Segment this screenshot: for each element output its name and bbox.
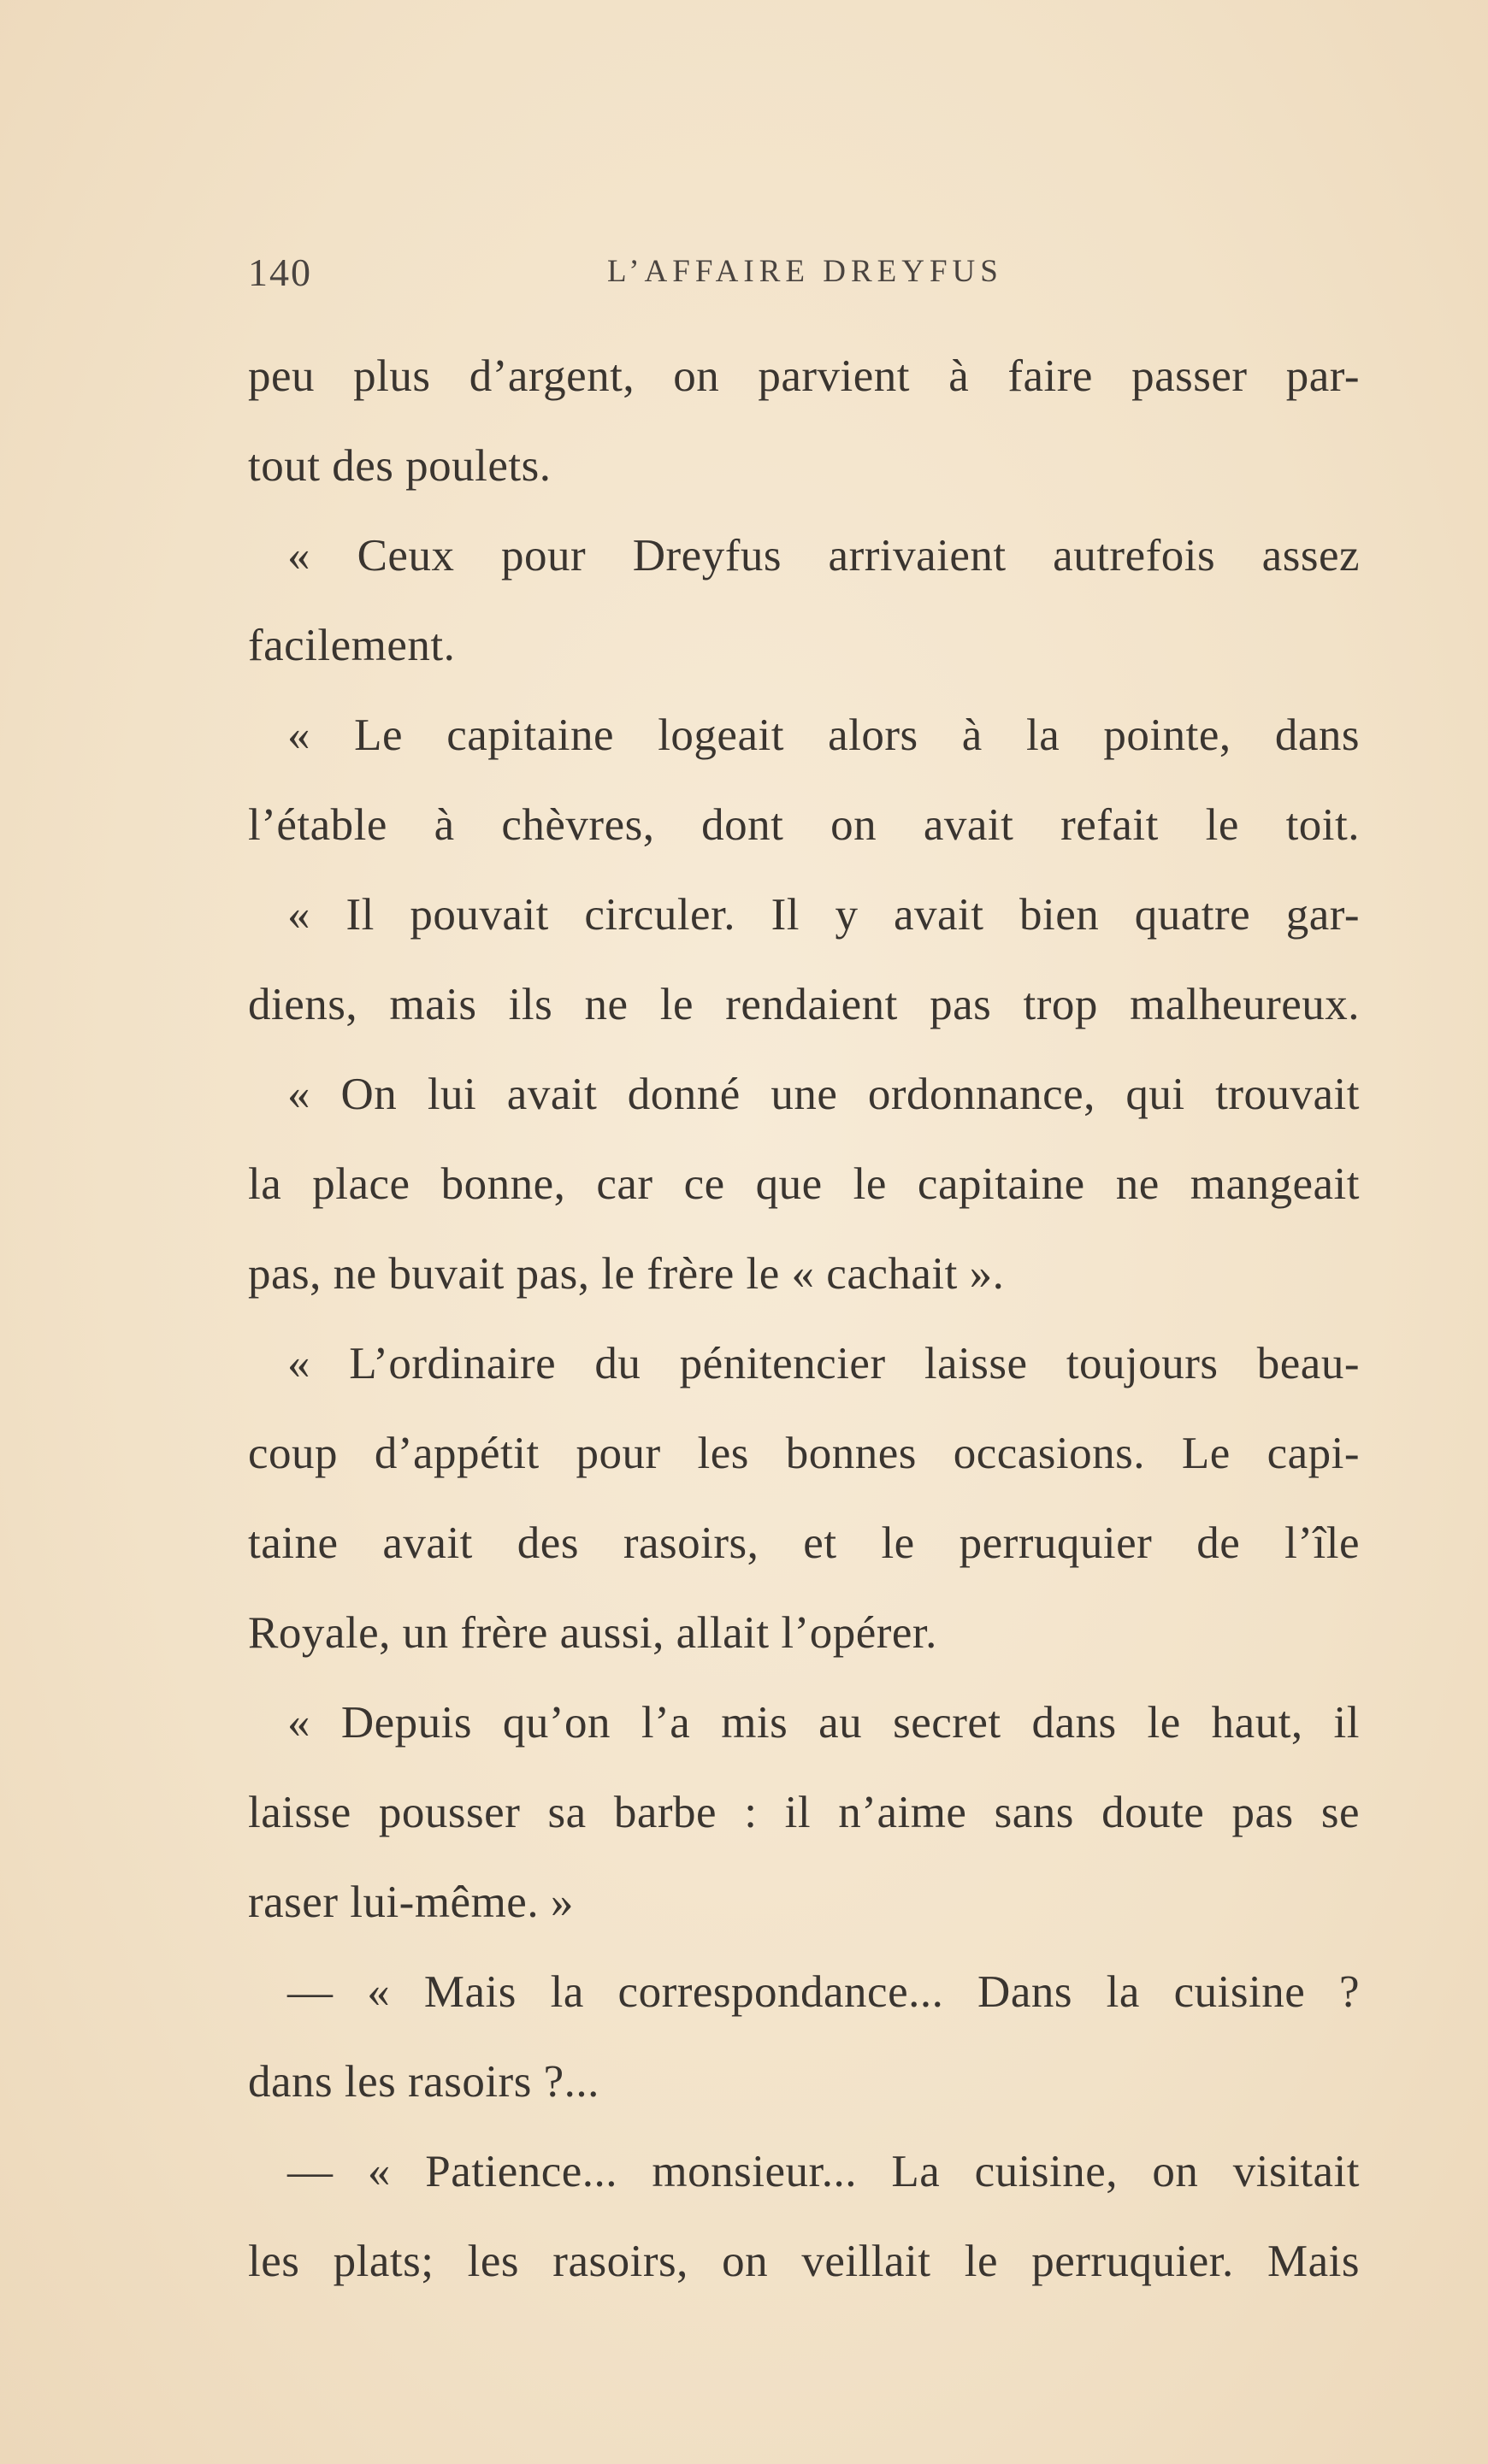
text-line: facilement. xyxy=(248,621,456,670)
text-line: « Le capitaine logeait alors à la pointe, dans xyxy=(287,710,1360,760)
text-line: « On lui avait donné une ordonnance, qui trouvait xyxy=(287,1070,1360,1119)
text-line: tout des poulets. xyxy=(248,441,552,491)
text-line: — « Patience... monsieur... La cuisine, on visitait xyxy=(287,2147,1360,2196)
text-line: taine avait des rasoirs, et le perruquier de l’île xyxy=(248,1518,1360,1568)
text-line: pas, ne buvait pas, le frère le « cachait ». xyxy=(248,1249,1005,1299)
text-line: Royale, un frère aussi, allait l’opérer. xyxy=(248,1608,937,1658)
text-line: « Depuis qu’on l’a mis au secret dans le haut, il xyxy=(287,1698,1360,1748)
text-line: diens, mais ils ne le rendaient pas trop malheureux. xyxy=(248,980,1360,1029)
text-line: dans les rasoirs ?... xyxy=(248,2057,599,2107)
running-title: L’AFFAIRE DREYFUS xyxy=(607,254,1003,289)
text-line: laisse pousser sa barbe : il n’aime sans doute pas se xyxy=(248,1788,1360,1837)
text-line: « Ceux pour Dreyfus arrivaient autrefois assez xyxy=(287,531,1360,581)
page-number: 140 xyxy=(248,251,312,294)
text-line: l’étable à chèvres, dont on avait refait le toit. xyxy=(248,800,1360,850)
text-line: la place bonne, car ce que le capitaine ne mangeait xyxy=(248,1159,1360,1209)
text-line: les plats; les rasoirs, on veillait le perruquier. Mais xyxy=(248,2237,1360,2286)
text-line: coup d’appétit pour les bonnes occasions. Le capi- xyxy=(248,1429,1360,1478)
text-line: — « Mais la correspondance... Dans la cuisine ? xyxy=(287,1967,1360,2017)
text-line: « Il pouvait circuler. Il y avait bien quatre gar- xyxy=(287,890,1360,940)
text-line: « L’ordinaire du pénitencier laisse toujours beau- xyxy=(287,1339,1360,1388)
text-line: peu plus d’argent, on parvient à faire passer par- xyxy=(248,351,1360,401)
text-line: raser lui-même. » xyxy=(248,1877,574,1927)
running-head xyxy=(248,250,1360,301)
